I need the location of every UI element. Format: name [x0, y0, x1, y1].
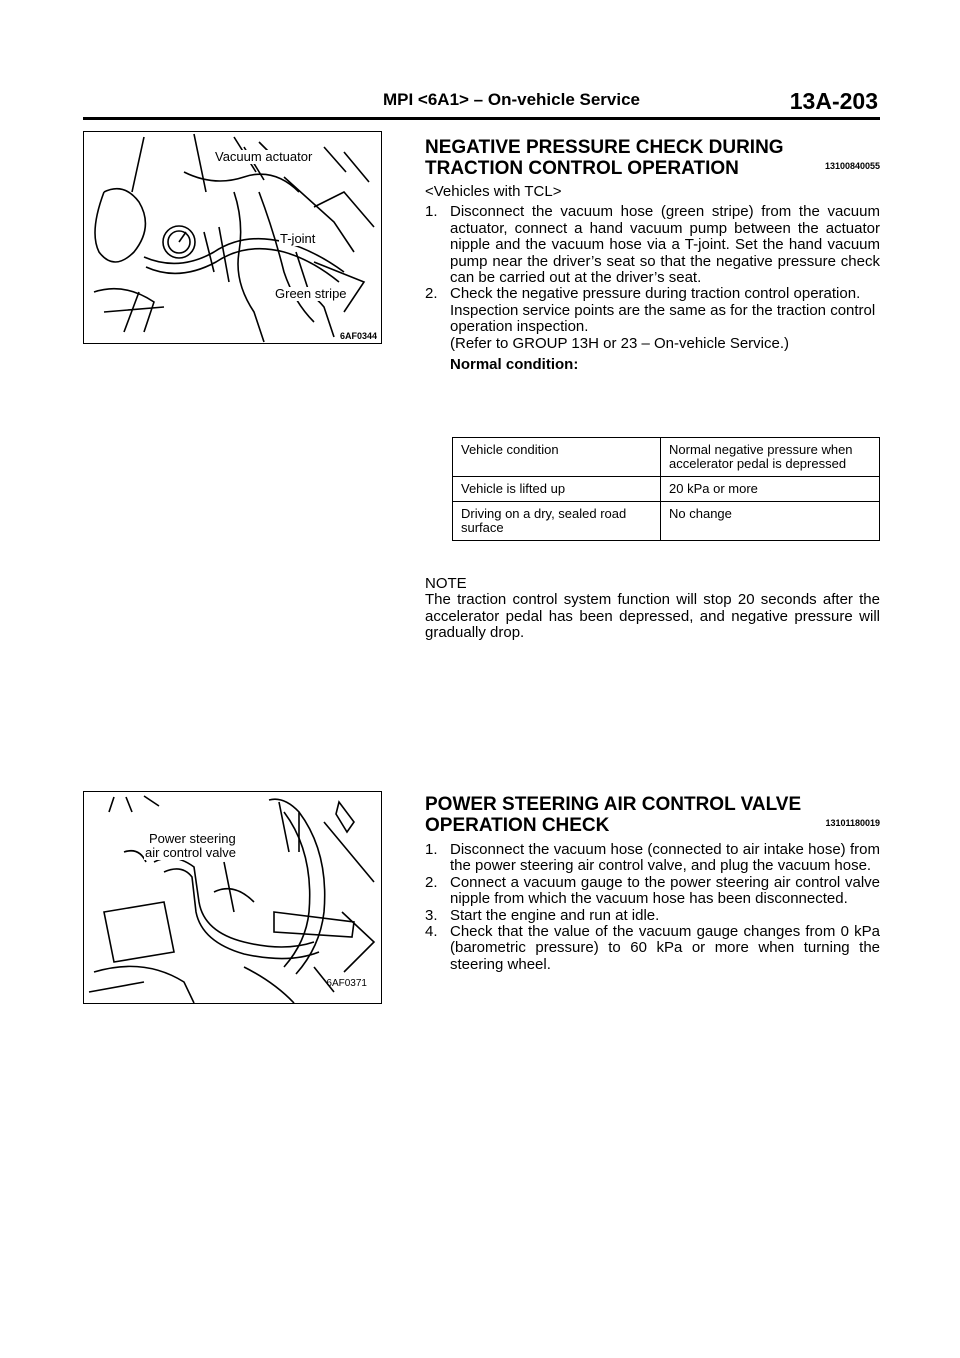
normal-condition-label: Normal condition:	[450, 356, 579, 374]
step-text: Disconnect the vacuum hose (green stripe) from the vacuum actuator, connect a hand vacuum pump between the actuator nipple and the vacuum hose via a T-joint. Set the hand vacuum pump near the driver’s seat so that the negative pressure check can be carried out at the driver’s seat.	[450, 203, 880, 287]
step-number: 3.	[425, 906, 438, 924]
page-number: 13A-203	[789, 88, 878, 114]
table-row	[453, 502, 880, 541]
table-row	[453, 477, 880, 502]
table-cell: Vehicle is lifted up	[453, 477, 661, 502]
section2-title-line1: POWER STEERING AIR CONTROL VALVE	[425, 794, 802, 815]
normal-condition-table	[452, 437, 880, 541]
section1-title	[425, 137, 880, 179]
label-t-joint: T-joint	[280, 231, 316, 246]
step2-extra-2: (Refer to GROUP 13H or 23 – On-vehicle Service.)	[450, 334, 790, 352]
list-item	[425, 204, 880, 286]
table-header-cell: Normal negative pressure when accelerator pedal is depressed	[661, 438, 880, 477]
table-cell: 20 kPa or more	[661, 477, 880, 502]
label-power-steering-line1: Power steering	[149, 831, 236, 846]
figure-power-steering-drawing	[84, 792, 381, 1003]
section2-title	[425, 794, 880, 836]
step-number: 1.	[425, 203, 438, 221]
note-text: The traction control system function will stop 20 seconds after the accelerator pedal has been depressed, and negative pressure will gradually drop.	[425, 591, 880, 642]
table-cell: Driving on a dry, sealed road surface	[453, 502, 661, 541]
step-text: Connect a vacuum gauge to the power steering air control valve nipple from which the vacuum hose has been disconnected.	[450, 873, 880, 908]
step-number: 2.	[425, 873, 438, 891]
table-cell: No change	[661, 502, 880, 541]
header-rule	[83, 117, 880, 120]
section2-title-line2: OPERATION CHECK	[425, 815, 610, 836]
list-item	[425, 924, 880, 973]
figure-code: 6AF0344	[339, 331, 377, 341]
figure-power-steering-valve	[83, 791, 382, 1004]
step-text: Start the engine and run at idle.	[450, 906, 660, 924]
figure-code: 6AF0371	[326, 978, 367, 989]
list-item	[425, 842, 880, 875]
section1-title-line2: TRACTION CONTROL OPERATION	[425, 158, 739, 179]
section2-body	[425, 842, 880, 973]
step-text: Disconnect the vacuum hose (connected to air intake hose) from the power steering air control valve, and plug the vacuum hose.	[450, 841, 880, 875]
section1-title-line1: NEGATIVE PRESSURE CHECK DURING	[425, 137, 784, 158]
section1-body	[425, 184, 880, 373]
list-item	[425, 875, 880, 908]
note-label: NOTE	[425, 575, 467, 592]
step-number: 1.	[425, 841, 438, 858]
label-vacuum-actuator: Vacuum actuator	[215, 149, 313, 164]
table-header-cell: Vehicle condition	[453, 438, 661, 477]
step-number: 2.	[425, 285, 438, 303]
chapter-title: MPI <6A1> – On-vehicle Service	[382, 90, 640, 109]
page-header	[83, 88, 880, 116]
figure-vacuum-actuator	[83, 131, 382, 344]
step-text: Check that the value of the vacuum gauge changes from 0 kPa (barometric pressure) to 60 kPa or more when turning the steering wheel.	[450, 923, 880, 973]
label-green-stripe: Green stripe	[275, 286, 347, 301]
step-number: 4.	[425, 923, 438, 941]
table-row	[453, 438, 880, 477]
section1-id: 13100840055	[824, 161, 880, 171]
list-item	[425, 286, 880, 302]
label-power-steering-line2: air control valve	[145, 845, 237, 860]
step2-extra-1: Inspection service points are the same as for the traction control operation inspection.	[450, 301, 876, 336]
list-item	[425, 908, 880, 924]
step-text: Check the negative pressure during traction control operation.	[450, 285, 861, 303]
note-block	[425, 576, 880, 642]
section1-subheading: <Vehicles with TCL>	[425, 183, 562, 200]
section2-id: 13101180019	[825, 818, 880, 828]
